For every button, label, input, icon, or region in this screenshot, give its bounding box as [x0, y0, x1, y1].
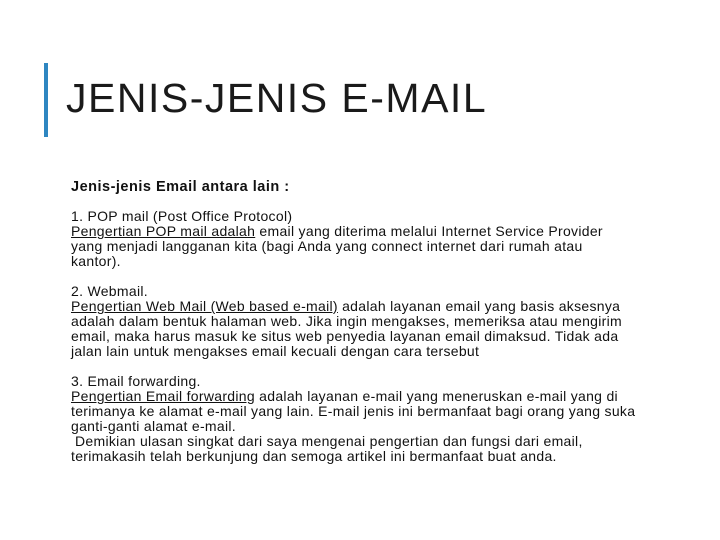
- item-term: Pengertian Web Mail (Web based e-mail): [71, 298, 338, 314]
- list-item-email-forwarding: [71, 374, 636, 464]
- item-description: [71, 389, 636, 434]
- item-text: email yang diterima melalui Internet Service Provider yang menjadi langganan kita (bagi Anda yang connect internet dari rumah atau kantor).: [71, 223, 603, 269]
- item-description: [71, 299, 636, 359]
- item-heading: 1. POP mail (Post Office Protocol): [71, 208, 293, 224]
- item-term: Pengertian POP mail adalah: [71, 223, 256, 239]
- content-body: [71, 180, 636, 464]
- list-item-pop-mail: [71, 209, 636, 269]
- item-heading: 3. Email forwarding.: [71, 373, 201, 389]
- item-term: Pengertian Email forwarding: [71, 388, 255, 404]
- item-text: adalah layanan e-mail yang meneruskan e-mail yang di terimanya ke alamat e-mail yang lain. E-mail jenis ini bermanfaat bagi orang yang suka ganti-ganti alamat e-mail.: [71, 388, 636, 434]
- intro-text: Jenis-jenis Email antara lain :: [71, 179, 290, 195]
- item-text: adalah layanan email yang basis aksesnya adalah dalam bentuk halaman web. Jika ingin mengakses, memeriksa atau mengirim email, maka harus masuk ke situs web penyedia layanan email dimaksud. Tidak ada jalan lain untuk mengakses email kecuali dengan cara tersebut: [71, 298, 623, 359]
- list-item-webmail: [71, 284, 636, 359]
- item-description: [71, 224, 636, 269]
- title-accent-bar: [44, 63, 48, 137]
- closing-text: Demikian ulasan singkat dari saya mengenai pengertian dan fungsi dari email, terimakasih telah berkunjung dan semoga artikel ini bermanfaat buat anda.: [71, 433, 583, 464]
- item-heading: 2. Webmail.: [71, 283, 148, 299]
- page-title: JENIS-JENIS E-MAIL: [66, 75, 488, 121]
